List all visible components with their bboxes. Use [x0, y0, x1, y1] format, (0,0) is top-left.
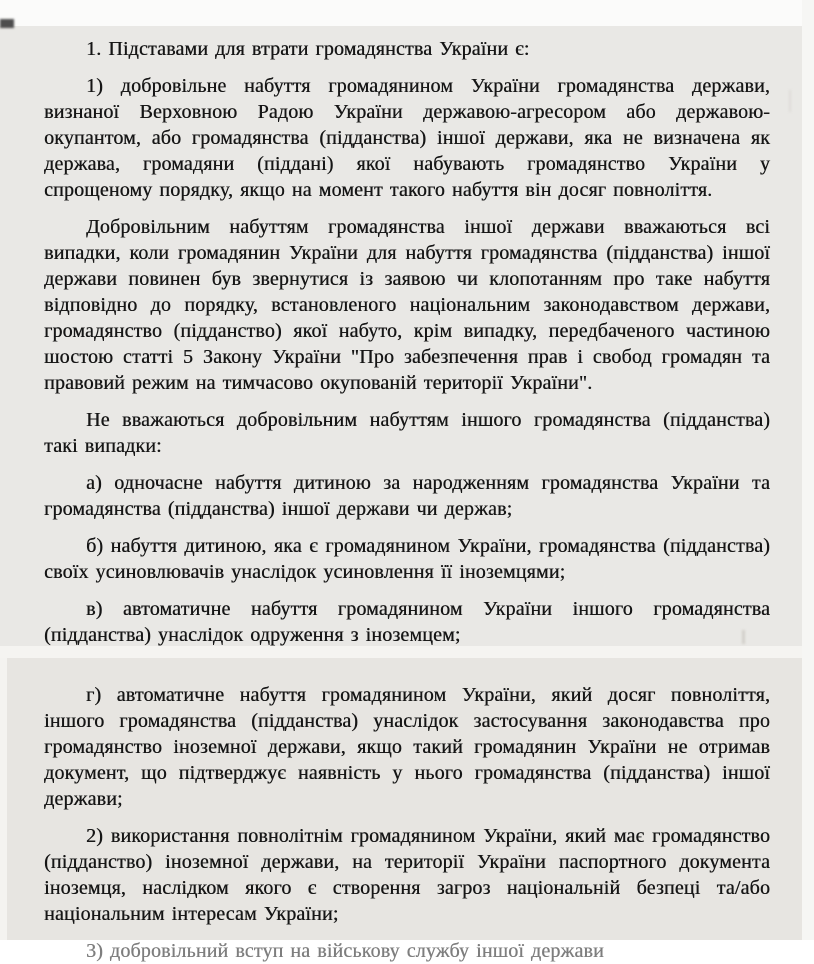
- case-a-simultaneous-birth-acquisition: а) одночасне набуття дитиною за народженням громадянства України та громадянства (підданства) іншої держави чи держав;: [44, 472, 770, 520]
- clause-1-heading: 1. Підставами для втрати громадянства України є:: [86, 38, 530, 60]
- case-g-automatic-adult: г) автоматичне набуття громадянином України, який досяг повноліття, іншого громадянства (підданства) унаслідок застосування законодавства про громадянство іноземної держави, якщо такий громадянин України не отримав документ, що підтверджує наявність у нього громадянства (підданства) іншої держави;: [44, 684, 770, 810]
- subclause-2-foreign-passport-use: 2) використання повнолітнім громадянином України, який має громадянство (підданство) іноземної держави, на території України паспортного документа іноземця, наслідком якого є створення загроз національній безпеці та/або національним інтересам України;: [44, 825, 770, 925]
- subclause-3-partial-cutoff-line: 3) добровільний вступ на військову службу іншої держави: [86, 940, 604, 962]
- case-b-child-adoption: б) набуття дитиною, яка є громадянином України, громадянства (підданства) своїх усиновлювачів унаслідок усиновлення її іноземцями;: [44, 535, 770, 583]
- voluntary-acquisition-definition: Добровільним набуттям громадянства іншої держави вважаються всі випадки, коли громадянин України для набуття громадянства (підданства) іншої держави повинен був звернутися із заявою чи клопотанням про таке набуття відповідно до порядку, встановленого національним законодавством держави, громадянство (підданство) якої набуто, крім випадку, передбаченого частиною шостою статті 5 Закону України "Про забезпечення прав і свобод громадян та правовий режим на тимчасово окупованій території України".: [44, 216, 770, 394]
- case-v-marriage-automatic: в) автоматичне набуття громадянином України іншого громадянства (підданства) унаслідок одруження з іноземцем;: [44, 598, 770, 646]
- subclause-1-voluntary-acquisition: 1) добровільне набуття громадянином України громадянства держави, визнаної Верховною Радою України державою-агресором або державою-окупантом, або громадянства (підданства) іншої держави, яка не визначена як держава, громадяни (піддані) якої набувають громадянство України у спрощеному порядку, якщо на момент такого набуття він досяг повноліття.: [44, 75, 770, 201]
- not-considered-voluntary-intro: Не вважаються добровільним набуттям іншого громадянства (підданства) такі випадки:: [44, 409, 770, 457]
